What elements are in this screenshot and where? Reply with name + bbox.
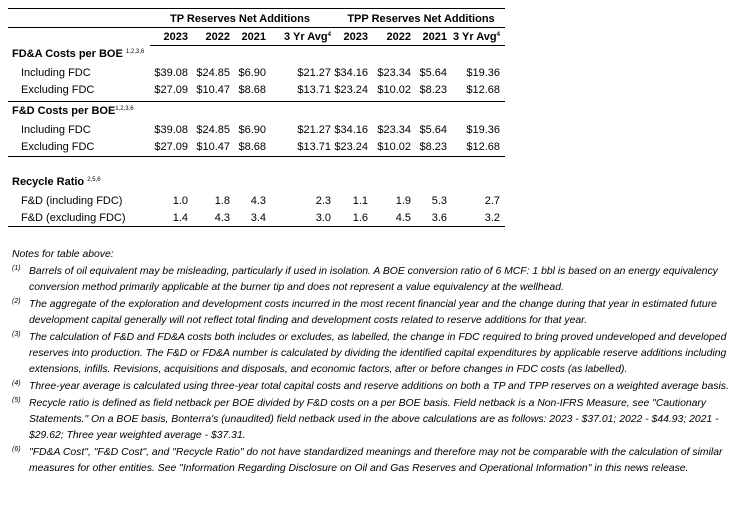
row-label: F&D (including FDC) <box>21 195 123 207</box>
note-marker: (1) <box>12 265 21 272</box>
tpp-value-cell: $34.16 <box>334 67 368 79</box>
row-label: Excluding FDC <box>21 84 95 96</box>
tpp-value-cell: $8.23 <box>419 84 447 96</box>
tp-value-cell: $39.08 <box>154 67 188 79</box>
tp-year-header: 2022 <box>205 31 230 43</box>
tpp-value-cell: $19.36 <box>466 124 500 136</box>
tpp-value-cell: $10.02 <box>377 141 411 153</box>
tp-value-cell: $6.90 <box>238 124 266 136</box>
tpp-year-header: 3 Yr Avg$^4$ <box>453 31 500 43</box>
tp-value-cell: $27.09 <box>154 141 188 153</box>
section-footnote-refs: 1,2,3,6 <box>115 106 134 112</box>
section-bottom-rule <box>8 226 505 227</box>
note-item <box>12 297 734 329</box>
tpp-value-cell: 3.6 <box>431 212 447 224</box>
table-notes <box>12 247 734 477</box>
tp-value-cell: 1.0 <box>172 195 188 207</box>
section-bottom-rule <box>8 101 505 102</box>
tp-year-header: 2021 <box>241 31 266 43</box>
tpp-value-cell: $12.68 <box>466 84 500 96</box>
tpp-value-cell: $23.24 <box>334 141 368 153</box>
tp-value-cell: $13.71 <box>297 84 331 96</box>
tp-year-header: 2023 <box>163 31 188 43</box>
tpp-value-cell: 2.7 <box>484 195 500 207</box>
tpp-year-header: 2023 <box>343 31 368 43</box>
tpp-value-cell: $23.34 <box>377 124 411 136</box>
avg-footnote-ref: 4 <box>496 32 500 38</box>
tp-value-cell: $27.09 <box>154 84 188 96</box>
tpp-value-cell: 5.3 <box>431 195 447 207</box>
tpp-year-header: 2022 <box>386 31 411 43</box>
tp-value-cell: $8.68 <box>238 84 266 96</box>
section-title: Recycle Ratio $^{2,5,6}$ <box>12 176 101 188</box>
row-label: Excluding FDC <box>21 141 95 153</box>
tpp-value-cell: $5.64 <box>419 67 447 79</box>
tpp-value-cell: 1.6 <box>352 212 368 224</box>
row-label: F&D (excluding FDC) <box>21 212 126 224</box>
note-text: The calculation of F&D and FD&A costs both includes or excludes, as labelled, the change in FDC required to bring proved undeveloped and developed reserves into production. The F&D or FD&A number is calculated by dividing the identified capital expenditures by applicable reserve additions including extensions, infills. Revisions, acquisitions and disposals, and economic factors, after or before changes in FDC costs (as labelled). <box>29 332 727 375</box>
tpp-value-cell: $10.02 <box>377 84 411 96</box>
tp-year-header: 3 Yr Avg$^4$ <box>284 31 331 43</box>
tp-value-cell: $10.47 <box>196 141 230 153</box>
note-item <box>12 264 734 296</box>
note-marker: (6) <box>12 446 21 453</box>
note-marker: (3) <box>12 331 21 338</box>
note-marker: (2) <box>12 298 21 305</box>
top-rule <box>8 8 505 9</box>
group-header-rule <box>8 27 505 28</box>
tp-value-cell: $24.85 <box>196 67 230 79</box>
row-label: Including FDC <box>21 124 91 136</box>
tp-value-cell: $24.85 <box>196 124 230 136</box>
tp-value-cell: 4.3 <box>214 212 230 224</box>
note-item <box>12 379 734 395</box>
section-title: FD&A Costs per BOE $^{1,2,3,6}$ <box>12 48 145 60</box>
section-bottom-rule <box>8 156 505 157</box>
note-text: Recycle ratio is defined as field netback per BOE divided by F&D costs on a per BOE basis. Field netback is a Non-IFRS Measure, see "Cautionary Statements." On a BOE basis, Bonterra's (unaudited) field netback used in the above calculations are as follows: 2023 - $37.01; 2022 - $44.93; 2021 - $29.62; Three year weighted average - $37.31. <box>29 398 719 441</box>
tp-value-cell: 4.3 <box>250 195 266 207</box>
tpp-value-cell: $5.64 <box>419 124 447 136</box>
tpp-group-header: TPP Reserves Net Additions <box>347 13 495 25</box>
tpp-value-cell: $8.23 <box>419 141 447 153</box>
tpp-value-cell: $19.36 <box>466 67 500 79</box>
tpp-value-cell: 1.9 <box>395 195 411 207</box>
note-item <box>12 396 734 444</box>
tp-value-cell: 3.4 <box>250 212 266 224</box>
tpp-value-cell: 3.2 <box>484 212 500 224</box>
tpp-year-header: 2021 <box>422 31 447 43</box>
tpp-value-cell: 4.5 <box>395 212 411 224</box>
note-item <box>12 445 734 477</box>
tpp-value-cell: 1.1 <box>352 195 368 207</box>
note-text: Barrels of oil equivalent may be misleading, particularly if used in isolation. A BOE conversion ratio of 6 MCF: 1 bbl is based on an energy equivalency conversion method primarily applicable at the burner tip and does not represent a value equivalency at the wellhead. <box>29 266 718 293</box>
tpp-value-cell: $34.16 <box>334 124 368 136</box>
note-item <box>12 330 734 378</box>
tp-value-cell: $6.90 <box>238 67 266 79</box>
tp-group-header: TP Reserves Net Additions <box>170 13 310 25</box>
tp-value-cell: $8.68 <box>238 141 266 153</box>
tpp-value-cell: $12.68 <box>466 141 500 153</box>
tp-value-cell: $10.47 <box>196 84 230 96</box>
tp-value-cell: $21.27 <box>297 67 331 79</box>
section-footnote-refs: 2,5,6 <box>87 177 101 183</box>
tp-value-cell: 1.8 <box>214 195 230 207</box>
section-footnote-refs: 1,2,3,6 <box>125 49 145 55</box>
note-marker: (5) <box>12 397 21 404</box>
note-text: Three-year average is calculated using three-year total capital costs and reserve additions on both a TP and TPP reserves on a weighted average basis. <box>29 381 729 392</box>
tp-value-cell: $13.71 <box>297 141 331 153</box>
note-marker: (4) <box>12 380 21 387</box>
notes-title: Notes for table above: <box>12 249 114 260</box>
tp-value-cell: 1.4 <box>172 212 188 224</box>
note-text: The aggregate of the exploration and development costs incurred in the most recent financial year and the change during that year in estimated future development capital generally will not reflect total finding and development costs related to reserve additions for that year. <box>29 299 717 326</box>
note-text: "FD&A Cost", "F&D Cost", and "Recycle Ratio" do not have standardized meanings and therefore may not be comparable with the calculation of similar measures for other entities. See "Information Regarding Disclosure on Oil and Gas Reserves and Operational Information" in this news release. <box>29 447 723 474</box>
tpp-value-cell: $23.34 <box>377 67 411 79</box>
tp-value-cell: 3.0 <box>315 212 331 224</box>
tp-value-cell: $39.08 <box>154 124 188 136</box>
tpp-value-cell: $23.24 <box>334 84 368 96</box>
year-header-rule <box>150 45 505 46</box>
avg-footnote-ref: 4 <box>327 32 331 38</box>
row-label: Including FDC <box>21 67 91 79</box>
tp-value-cell: $21.27 <box>297 124 331 136</box>
notes-list <box>12 264 734 477</box>
section-title: F&D Costs per BOE$^{1,2,3,6}$ <box>12 105 134 117</box>
tp-value-cell: 2.3 <box>315 195 331 207</box>
